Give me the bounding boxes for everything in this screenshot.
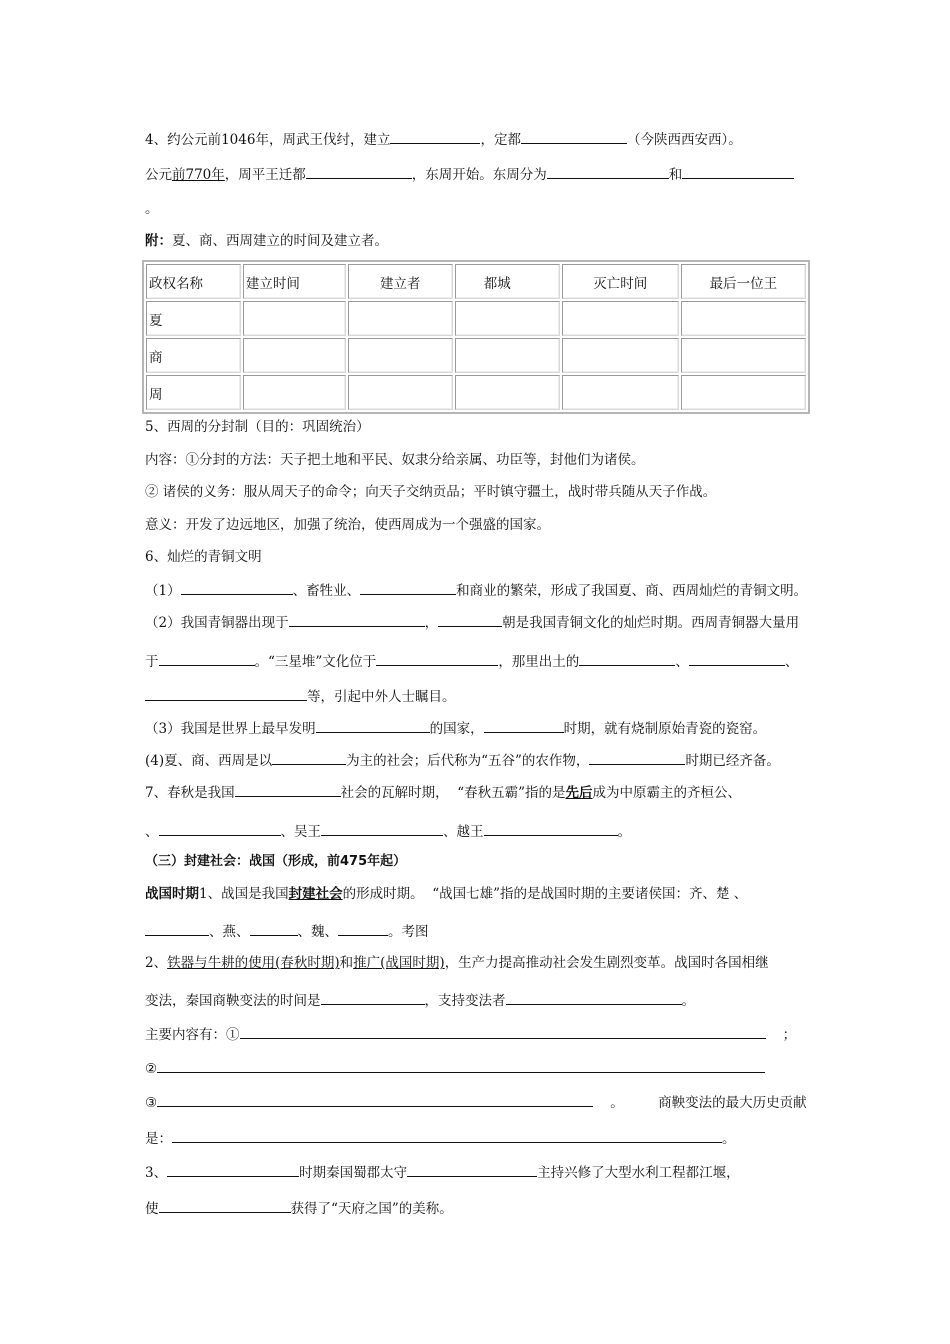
blank[interactable] xyxy=(181,580,293,595)
q5-meaning: 意义：开发了边远地区，加强了统治，使西周成为一个强盛的国家。 xyxy=(145,517,550,533)
empty-cell[interactable] xyxy=(681,301,806,336)
table-row xyxy=(146,375,806,410)
blank[interactable] xyxy=(484,718,564,733)
blank[interactable] xyxy=(145,921,209,936)
q4-line-1: 4、约公元前1046年，周武王伐纣，建立 ，定都 （今陕西西安西）。 xyxy=(145,129,742,149)
blank[interactable] xyxy=(521,129,627,144)
empty-cell[interactable] xyxy=(243,375,346,410)
q7-line-2: 、 、吴王 、越王 。 xyxy=(145,821,631,841)
blank[interactable] xyxy=(579,651,675,666)
blank[interactable] xyxy=(589,750,685,765)
blank[interactable] xyxy=(316,718,430,733)
q4-line-2: 公元前770年，周平王迁都 ，东周开始。东周分为 和 xyxy=(145,164,794,184)
warring-line-5: 主要内容有：① ； xyxy=(145,1024,796,1044)
table-row xyxy=(146,301,806,336)
header-cell: 政权名称 xyxy=(146,264,241,299)
blank[interactable] xyxy=(289,612,425,627)
blank[interactable] xyxy=(484,821,618,836)
blank[interactable] xyxy=(438,612,502,627)
empty-cell[interactable] xyxy=(455,375,560,410)
blank[interactable] xyxy=(240,1024,766,1039)
table-row xyxy=(146,338,806,373)
empty-cell[interactable] xyxy=(455,338,560,373)
empty-cell[interactable] xyxy=(243,301,346,336)
empty-cell[interactable] xyxy=(681,375,806,410)
blank[interactable] xyxy=(159,1198,291,1213)
warring-line-8: 是： 。 xyxy=(145,1128,736,1148)
empty-cell[interactable] xyxy=(562,338,679,373)
blank[interactable] xyxy=(145,686,307,701)
q6-line-5: （3）我国是世界上最早发明 的国家， 时期，就有烧制原始青瓷的瓷窑。 xyxy=(145,718,766,738)
section-title: （三）封建社会：战国（形成，前475年起） xyxy=(145,854,407,869)
blank[interactable] xyxy=(157,1092,593,1107)
dynasty-cell: 周 xyxy=(146,375,241,410)
blank[interactable] xyxy=(689,651,785,666)
q6-line-4: 等，引起中外人士瞩目。 xyxy=(145,686,456,706)
q5-title: 5、西周的分封制（目的：巩固统治） xyxy=(145,419,370,435)
blank[interactable] xyxy=(250,921,298,936)
q6-title: 6、灿烂的青铜文明 xyxy=(145,549,262,565)
blank[interactable] xyxy=(547,164,669,179)
header-cell: 最后一位王 xyxy=(681,264,806,299)
q4-line-3: 。 xyxy=(145,201,159,217)
warring-line-10: 使 获得了“天府之国”的美称。 xyxy=(145,1198,453,1218)
warring-line-9: 3、 时期秦国蜀郡太守 主持兴修了大型水利工程都江堰， xyxy=(145,1162,740,1182)
empty-cell[interactable] xyxy=(562,375,679,410)
blank[interactable] xyxy=(360,580,456,595)
empty-cell[interactable] xyxy=(562,301,679,336)
table-header-row xyxy=(146,264,806,299)
blank[interactable] xyxy=(159,821,281,836)
blank[interactable] xyxy=(321,990,425,1005)
blank[interactable] xyxy=(338,921,388,936)
q7-line-1: 7、春秋是我国 社会的瓦解时期， “春秋五霸”指的是先后成为中原霸主的齐桓公、 xyxy=(145,782,741,802)
blank[interactable] xyxy=(506,990,682,1005)
warring-line-7: ③ 。 商鞅变法的最大历史贡献 xyxy=(145,1092,807,1112)
warring-line-4: 变法，秦国商鞅变法的时间是 ，支持变法者 。 xyxy=(145,990,695,1010)
dynasty-cell: 商 xyxy=(146,338,241,373)
blank[interactable] xyxy=(157,1058,765,1073)
blank[interactable] xyxy=(306,164,412,179)
empty-cell[interactable] xyxy=(681,338,806,373)
appendix: 附：夏、商、西周建立的时间及建立者。 xyxy=(145,233,388,249)
empty-cell[interactable] xyxy=(348,338,453,373)
header-cell: 灭亡时间 xyxy=(562,264,679,299)
empty-cell[interactable] xyxy=(348,301,453,336)
warring-line-2: 、燕、 、魏、 。考图 xyxy=(145,921,429,941)
empty-cell[interactable] xyxy=(455,301,560,336)
blank[interactable] xyxy=(407,1162,537,1177)
blank[interactable] xyxy=(235,782,341,797)
warring-line-6: ② xyxy=(145,1058,765,1078)
warring-line-1: 战国时期1、战国是我国封建社会的形成时期。 “战国七雄”指的是战国时期的主要诸侯国：齐、楚 、 xyxy=(145,886,748,902)
blank[interactable] xyxy=(167,1162,299,1177)
blank[interactable] xyxy=(321,821,443,836)
blank[interactable] xyxy=(376,651,498,666)
empty-cell[interactable] xyxy=(243,338,346,373)
header-cell: 建立时间 xyxy=(243,264,346,299)
blank[interactable] xyxy=(390,129,480,144)
dynasty-cell: 夏 xyxy=(146,301,241,336)
q6-line-3: 于 。“三星堆”文化位于 ，那里出土的 、 、 xyxy=(145,651,798,671)
header-cell: 建立者 xyxy=(348,264,453,299)
q6-line-2: （2）我国青铜器出现于 ， 朝是我国青铜文化的灿烂时期。西周青铜器大量用 xyxy=(145,612,799,632)
empty-cell[interactable] xyxy=(348,375,453,410)
warring-line-3: 2、铁器与牛耕的使用(春秋时期)和推广(战国时期)，生产力提高推动社会发生剧烈变革。战国时各国相继 xyxy=(145,955,769,971)
blank[interactable] xyxy=(172,1128,722,1143)
q6-line-6: (4)夏、商、西周是以 为主的社会；后代称为“五谷”的农作物， 时期已经齐备。 xyxy=(145,750,780,770)
dynasty-table xyxy=(142,260,810,414)
blank[interactable] xyxy=(159,651,255,666)
blank[interactable] xyxy=(682,164,794,179)
blank[interactable] xyxy=(272,750,346,765)
q5-content: 内容：①分封的方法：天子把土地和平民、奴隶分给亲属、功臣等，封他们为诸侯。 xyxy=(145,452,645,468)
header-cell: 都城 xyxy=(455,264,560,299)
q5-duty: ② 诸侯的义务：服从周天子的命令；向天子交纳贡品；平时镇守疆土，战时带兵随从天子作战。 xyxy=(145,484,717,500)
q6-line-1: （1） 、畜牲业、 和商业的繁荣，形成了我国夏、商、西周灿烂的青铜文明。 xyxy=(145,580,807,600)
